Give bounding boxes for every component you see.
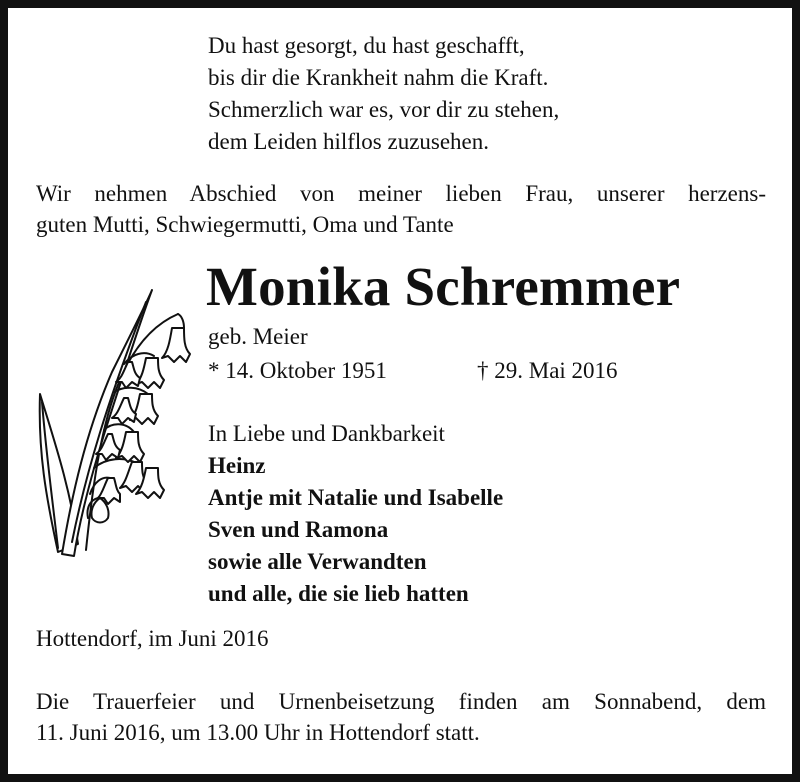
mourners-opening: In Liebe und Dankbarkeit xyxy=(208,421,445,446)
poem-line: Schmerzlich war es, vor dir zu stehen, xyxy=(208,97,560,122)
mourner-name: sowie alle Verwandten xyxy=(208,549,427,574)
maiden-name: geb. Meier xyxy=(208,324,308,349)
mourner-name: Antje mit Natalie und Isabelle xyxy=(208,485,504,510)
lily-of-the-valley-icon xyxy=(28,282,200,562)
mourner-name: Heinz xyxy=(208,453,266,478)
funeral-info xyxy=(36,686,766,748)
mourner-name: Sven und Ramona xyxy=(208,517,389,542)
poem-line: bis dir die Krankheit nahm die Kraft. xyxy=(208,65,549,90)
funeral-line: 11. Juni 2016, um 13.00 Uhr in Hottendorf statt. xyxy=(36,720,480,745)
birth-date: * 14. Oktober 1951 xyxy=(208,358,387,383)
poem-line: dem Leiden hilflos zuzusehen. xyxy=(208,129,490,154)
funeral-line: Die Trauerfeier und Urnenbeisetzung finden am Sonnabend, dem xyxy=(36,689,766,714)
farewell-intro xyxy=(36,178,766,240)
deceased-name: Monika Schremmer xyxy=(206,256,681,317)
poem xyxy=(208,30,559,158)
mourners-block xyxy=(208,418,503,610)
intro-line: Wir nehmen Abschied von meiner lieben Frau, unserer herzens- xyxy=(36,181,766,206)
place-and-date: Hottendorf, im Juni 2016 xyxy=(36,626,269,651)
intro-line: guten Mutti, Schwiegermutti, Oma und Tante xyxy=(36,212,454,237)
poem-line: Du hast gesorgt, du hast geschafft, xyxy=(208,33,525,58)
mourner-name: und alle, die sie lieb hatten xyxy=(208,581,469,606)
death-date: † 29. Mai 2016 xyxy=(477,358,618,383)
